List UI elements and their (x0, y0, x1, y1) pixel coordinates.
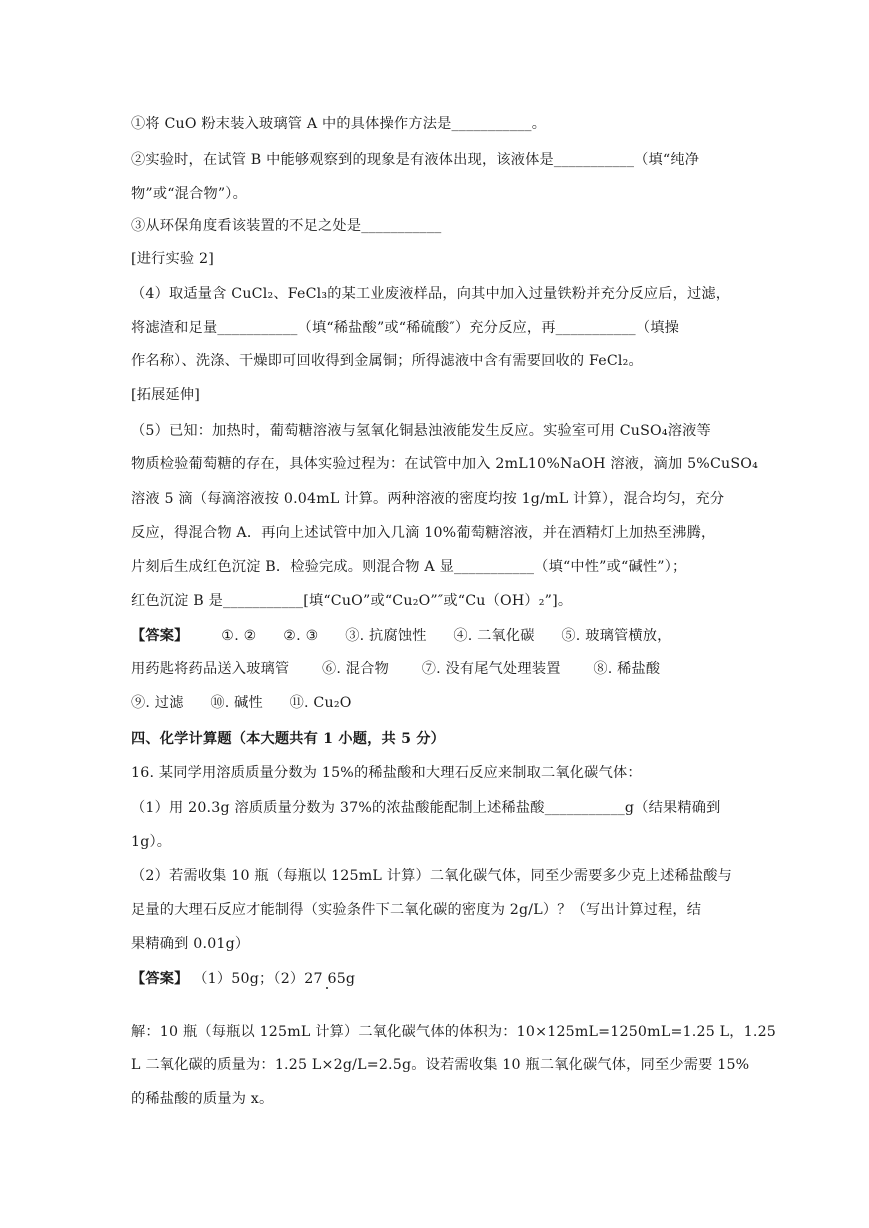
question-line: 片刻后生成红色沉淀 B．检验完成。则混合物 A 显___________（填“中性”或“碱性”）； (131, 559, 687, 575)
section-heading: [进行实验 2] (131, 251, 214, 267)
solution-line: L 二氧化碳的质量为：1.25 L×2g/L=2.5g。设若需收集 10 瓶二氧化碳气体，同至少需要 15% (131, 1057, 750, 1073)
answer-item: ①. ② (221, 628, 257, 644)
solution-line: 解：10 瓶（每瓶以 125mL 计算）二氧化碳气体的体积为：10×125mL=1250mL=1.25 L，1.25 (131, 1024, 777, 1040)
answer-label: 【答案】 (131, 628, 189, 644)
section-title: 四、化学计算题（本大题共有 1 小题，共 5 分） (131, 731, 446, 747)
answer-item: ⑪. Cu₂O (289, 695, 352, 711)
question-line: （4）取适量含 CuCl₂、FeCl₃的某工业废液样品，向其中加入过量铁粉并充分反应后，过滤， (131, 286, 731, 302)
question-line: 足量的大理石反应才能制得（实验条件下二氧化碳的密度为 2g/L）？（写出计算过程，结 (131, 902, 702, 918)
question-line: 物质检验葡萄糖的存在，具体实验过程为：在试管中加入 2mL10%NaOH 溶液，滴加 5%CuSO₄ (131, 456, 759, 472)
question-line: 16. 某同学用溶质质量分数为 15%的稀盐酸和大理石反应来制取二氧化碳气体： (131, 765, 642, 781)
answer-item: ⑧. 稀盐酸 (593, 661, 661, 677)
answer-label: 【答案】 (131, 971, 189, 987)
question-line: 作名称）、洗涤、干燥即可回收得到金属铜；所得滤液中含有需要回收的 FeCl₂。 (131, 353, 643, 369)
question-line: （5）已知：加热时，葡萄糖溶液与氢氧化铜悬浊液能发生反应。实验室可用 CuSO₄溶液等 (131, 423, 711, 439)
answer-line (131, 693, 352, 713)
answer-line (131, 969, 355, 989)
answer-item: ⑨. 过滤 (131, 695, 184, 711)
question-line: 将滤渣和足量___________（填“稀盐酸”或“稀硫酸″）充分反应，再___________（填操 (131, 320, 680, 336)
question-line: ①将 CuO 粉末装入玻璃管 A 中的具体操作方法是___________。 (131, 116, 547, 132)
answer-item: ④. 二氧化碳 (453, 628, 535, 644)
question-line: ③从环保角度看该装置的不足之处是___________ (131, 218, 442, 234)
question-line: ②实验时，在试管 B 中能够观察到的现象是有液体出现，该液体是___________（填“纯净 (131, 152, 700, 168)
answer-item: ⑦. 没有尾气处理装置 (421, 661, 561, 677)
answer-item: ②. ③ (283, 628, 319, 644)
question-line: 反应，得混合物 A．再向上述试管中加入几滴 10%葡萄糖溶液，并在酒精灯上加热至沸腾， (131, 525, 716, 541)
answer-item: ⑩. 碱性 (210, 695, 263, 711)
question-line: 果精确到 0.01g） (131, 936, 250, 952)
question-line: 1g）。 (131, 834, 172, 850)
answer-text: （1）50g；（2）27 65g (193, 971, 356, 987)
answer-line (131, 659, 660, 679)
ink-dot (326, 987, 328, 989)
question-line: （1）用 20.3g 溶质质量分数为 37%的浓盐酸能配制上述稀盐酸___________g（结果精确到 (131, 800, 721, 816)
solution-line: 的稀盐酸的质量为 x。 (131, 1091, 274, 1107)
answer-item: ⑤. 玻璃管横放， (561, 628, 672, 644)
answer-item: ③. 抗腐蚀性 (345, 628, 427, 644)
question-line: 红色沉淀 B 是___________[填“CuO”或“Cu₂O”″或“Cu（OH）₂”]。 (131, 593, 573, 609)
section-heading: [拓展延伸] (131, 387, 201, 403)
question-line: 物”或“混合物”）。 (131, 186, 247, 202)
answer-text: 用药匙将药品送入玻璃管 (131, 661, 290, 677)
answer-line (131, 626, 672, 646)
question-line: 溶液 5 滴（每滴溶液按 0.04mL 计算。两种溶液的密度均按 1g/mL 计算），混合均匀，充分 (131, 491, 725, 507)
answer-item: ⑥. 混合物 (321, 661, 389, 677)
question-line: （2）若需收集 10 瓶（每瓶以 125mL 计算）二氧化碳气体，同至少需要多少克上述稀盐酸与 (131, 868, 733, 884)
